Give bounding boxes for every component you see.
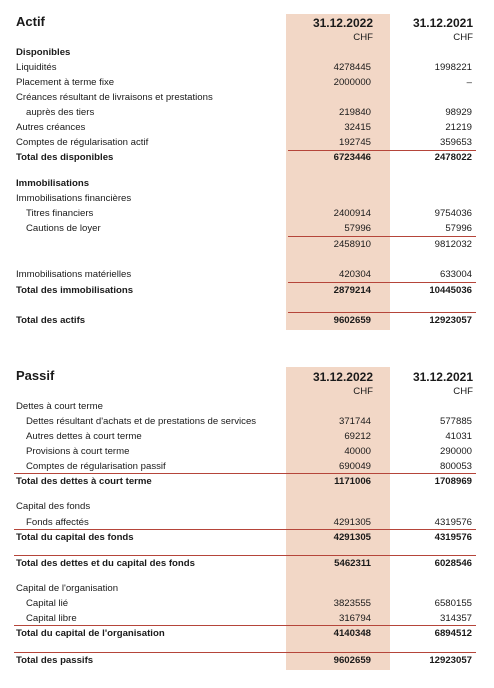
row-cautions-loyer	[0, 221, 494, 236]
row-autres-creances	[0, 120, 494, 135]
actif-currency-2022: CHF	[353, 32, 373, 43]
value-2021: 359653	[439, 137, 472, 148]
row-label: Total des immobilisations	[16, 285, 134, 296]
value-2022: 2000000	[333, 77, 371, 88]
row-label: Autres dettes à court terme	[26, 431, 142, 442]
value-2021: –	[466, 77, 472, 88]
row-label: Dettes résultant d'achats et de prestations de services	[26, 416, 257, 427]
value-2022: 6723446	[333, 152, 371, 163]
passif-year-2022: 31.12.2022	[312, 370, 373, 384]
value-2022: 9602659	[333, 655, 371, 666]
row-immobilisations-financieres	[0, 191, 494, 206]
passif-year-2021: 31.12.2021	[412, 370, 473, 384]
value-2021: 1708969	[434, 476, 472, 487]
row-placement	[0, 75, 494, 90]
value-2021: 10445036	[429, 285, 472, 296]
row-dettes-court-terme	[0, 399, 494, 414]
actif-currency-2021: CHF	[453, 32, 473, 43]
value-2022: 1171006	[334, 476, 371, 487]
row-label: Créances résultant de livraisons et prestations	[16, 92, 213, 103]
row-label: Capital des fonds	[16, 501, 91, 512]
row-label: Capital lié	[26, 598, 69, 609]
value-2022: 69212	[344, 431, 371, 442]
row-subtotal-financieres	[0, 237, 494, 252]
value-2021: 9812032	[434, 239, 472, 250]
row-label: Placement à terme fixe	[16, 77, 115, 88]
row-label: Total du capital de l'organisation	[16, 628, 165, 639]
value-2022: 40000	[344, 446, 371, 457]
value-2022: 192745	[338, 137, 371, 148]
value-2022: 420304	[338, 269, 371, 280]
row-label: Immobilisations	[16, 178, 90, 189]
row-capital-lie	[0, 596, 494, 611]
row-autres-dettes	[0, 429, 494, 444]
value-2021: 4319576	[434, 532, 472, 543]
section-disponibles	[0, 45, 494, 60]
value-2021: 577885	[439, 416, 472, 427]
value-2021: 290000	[439, 446, 472, 457]
value-2021: 6580155	[434, 598, 472, 609]
row-label: Autres créances	[16, 122, 86, 133]
row-provisions	[0, 444, 494, 459]
row-label: Fonds affectés	[26, 517, 89, 528]
section-immobilisations	[0, 176, 494, 191]
value-2022: 9602659	[333, 315, 371, 326]
row-creances	[0, 105, 494, 120]
row-label: Immobilisations matérielles	[16, 269, 132, 280]
value-2021: 57996	[445, 223, 472, 234]
value-2022: 3823555	[333, 598, 371, 609]
actif-year-2021: 31.12.2021	[412, 16, 473, 30]
value-2022: 371744	[338, 416, 371, 427]
value-2022: 57996	[344, 223, 371, 234]
value-2022: 4291305	[333, 517, 371, 528]
passif-currency-2021: CHF	[453, 386, 473, 397]
row-comptes-regularisation-passif	[0, 459, 494, 474]
value-2021: 6028546	[434, 558, 472, 569]
row-label: Dettes à court terme	[16, 401, 103, 412]
value-2021: 6894512	[434, 628, 472, 639]
row-label: Comptes de régularisation passif	[26, 461, 166, 472]
row-label: Comptes de régularisation actif	[16, 137, 149, 148]
row-total-immobilisations	[0, 283, 494, 298]
value-2022: 32415	[344, 122, 371, 133]
passif-title: Passif	[16, 368, 55, 383]
row-label: Provisions à court terme	[26, 446, 130, 457]
row-label: Immobilisations financières	[16, 193, 132, 204]
value-2022: 690049	[338, 461, 371, 472]
row-label: Capital libre	[26, 613, 77, 624]
value-2022: 4140348	[333, 628, 371, 639]
row-label: Total des dettes et du capital des fonds	[16, 558, 195, 569]
row-total-disponibles	[0, 150, 494, 165]
row-label: Liquidités	[16, 62, 57, 73]
row-titres-financiers	[0, 206, 494, 221]
value-2022: 219840	[338, 107, 371, 118]
row-dettes-achats	[0, 414, 494, 429]
row-total-dettes-capital-fonds	[0, 556, 494, 571]
row-label: Disponibles	[16, 47, 71, 58]
value-2021: 800053	[439, 461, 472, 472]
row-immobilisations-materielles	[0, 267, 494, 282]
row-label: Total des actifs	[16, 315, 86, 326]
value-2021: 12923057	[429, 315, 472, 326]
row-total-capital-organisation	[0, 626, 494, 641]
actif-year-2022: 31.12.2022	[312, 16, 373, 30]
value-2022: 2400914	[333, 208, 371, 219]
value-2021: 9754036	[434, 208, 472, 219]
row-label: auprès des tiers	[26, 107, 95, 118]
row-label: Cautions de loyer	[26, 223, 101, 234]
row-fonds-affectes	[0, 515, 494, 530]
value-2022: 2458910	[333, 239, 371, 250]
value-2022: 2879214	[333, 285, 371, 296]
value-2021: 12923057	[429, 655, 472, 666]
row-label: Total des disponibles	[16, 152, 114, 163]
row-comptes-regularisation-actif	[0, 135, 494, 150]
value-2022: 4278445	[333, 62, 371, 73]
value-2021: 2478022	[434, 152, 472, 163]
row-capital-libre	[0, 611, 494, 626]
row-total-dettes-court-terme	[0, 474, 494, 489]
row-creances-heading	[0, 90, 494, 105]
value-2021: 314357	[439, 613, 472, 624]
value-2021: 98929	[445, 107, 472, 118]
row-label: Capital de l'organisation	[16, 583, 119, 594]
value-2021: 1998221	[434, 62, 472, 73]
row-label: Titres financiers	[26, 208, 94, 219]
value-2022: 5462311	[334, 558, 371, 569]
row-liquidites	[0, 60, 494, 75]
row-label: Total du capital des fonds	[16, 532, 134, 543]
row-label: Total des dettes à court terme	[16, 476, 152, 487]
row-capital-organisation	[0, 581, 494, 596]
value-2021: 4319576	[434, 517, 472, 528]
row-capital-fonds	[0, 499, 494, 514]
value-2021: 633004	[439, 269, 472, 280]
row-total-actifs	[0, 313, 494, 328]
value-2021: 41031	[445, 431, 472, 442]
row-total-passifs	[0, 653, 494, 668]
value-2021: 21219	[445, 122, 472, 133]
row-total-capital-fonds	[0, 530, 494, 545]
value-2022: 4291305	[333, 532, 371, 543]
value-2022: 316794	[338, 613, 371, 624]
row-label: Total des passifs	[16, 655, 94, 666]
actif-title: Actif	[16, 14, 45, 29]
passif-currency-2022: CHF	[353, 386, 373, 397]
